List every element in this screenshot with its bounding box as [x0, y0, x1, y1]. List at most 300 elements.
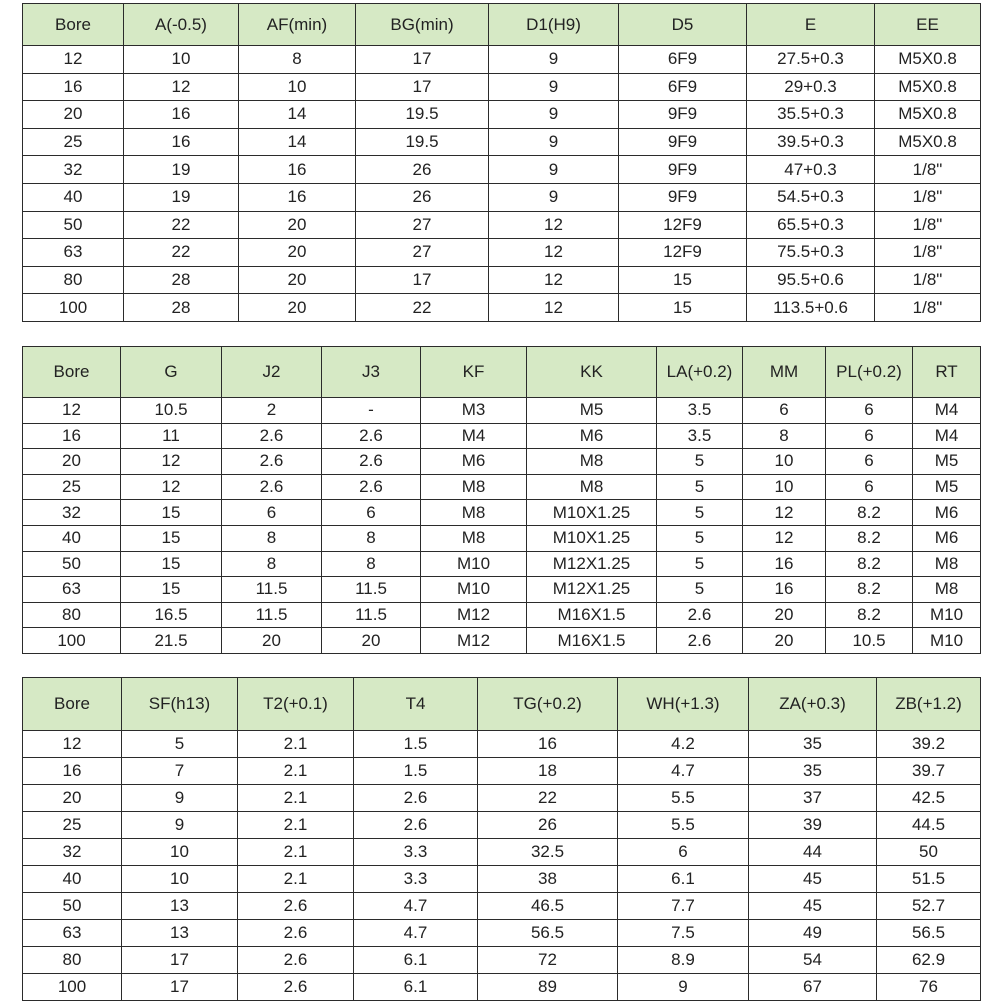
table-cell: 16: [23, 423, 121, 449]
table-cell: 6: [826, 423, 913, 449]
table-cell: M6: [913, 525, 981, 551]
table-cell: 6: [222, 500, 322, 526]
table-cell: 16.5: [121, 602, 222, 628]
table-cell: 50: [23, 551, 121, 577]
table-cell: 10.5: [826, 628, 913, 654]
table-cell: M4: [913, 398, 981, 424]
table-cell: 9: [618, 974, 749, 1001]
table-cell: 20: [239, 239, 356, 267]
table-cell: 51.5: [877, 866, 981, 893]
table-cell: 11.5: [322, 577, 421, 603]
table-row: [23, 893, 981, 920]
table-cell: 56.5: [478, 920, 618, 947]
dimensions-table-2: [22, 346, 981, 654]
table-cell: 113.5+0.6: [747, 294, 875, 322]
table-cell: 16: [23, 758, 122, 785]
table-cell: 35.5+0.3: [747, 101, 875, 129]
table-cell: 12F9: [619, 239, 747, 267]
table-cell: 50: [877, 839, 981, 866]
table-cell: M12: [421, 602, 527, 628]
table-row: [23, 839, 981, 866]
table-cell: 2.6: [657, 628, 743, 654]
table-cell: 10: [124, 46, 239, 74]
table-cell: 40: [23, 183, 124, 211]
table-cell: 9: [489, 156, 619, 184]
table-row: [23, 211, 981, 239]
table-cell: 8.2: [826, 577, 913, 603]
table-cell: 19: [124, 183, 239, 211]
table-cell: 10: [239, 73, 356, 101]
table-cell: 40: [23, 866, 122, 893]
table-cell: 20: [239, 266, 356, 294]
table-cell: 5: [657, 551, 743, 577]
table-cell: 8.9: [618, 947, 749, 974]
table-row: [23, 628, 981, 654]
table-cell: 20: [743, 602, 826, 628]
table-cell: 11.5: [222, 602, 322, 628]
table-cell: 20: [239, 211, 356, 239]
table-cell: M10: [421, 551, 527, 577]
table-cell: 54.5+0.3: [747, 183, 875, 211]
table-row: [23, 156, 981, 184]
table-cell: 72: [478, 947, 618, 974]
table-cell: 1.5: [354, 731, 478, 758]
table-cell: M8: [527, 449, 657, 475]
table-cell: 15: [619, 266, 747, 294]
table-row: [23, 602, 981, 628]
table-cell: 46.5: [478, 893, 618, 920]
table-cell: 9: [122, 812, 238, 839]
table-cell: 2.6: [322, 423, 421, 449]
table-cell: M10: [913, 628, 981, 654]
table-cell: 3.3: [354, 866, 478, 893]
table-cell: 22: [356, 294, 489, 322]
table-cell: 32: [23, 156, 124, 184]
table-cell: 2.6: [238, 947, 354, 974]
table-cell: 2.1: [238, 785, 354, 812]
table-cell: 50: [23, 893, 122, 920]
table-cell: 50: [23, 211, 124, 239]
table-cell: 2.1: [238, 866, 354, 893]
column-header-bg-min: BG(min): [356, 4, 489, 46]
table-cell: 32: [23, 500, 121, 526]
column-header-tg-0-2: TG(+0.2): [478, 678, 618, 731]
table-cell: 16: [239, 183, 356, 211]
table-cell: 2.6: [238, 920, 354, 947]
table-cell: 28: [124, 294, 239, 322]
column-header-af-min: AF(min): [239, 4, 356, 46]
table-row: [23, 449, 981, 475]
table-cell: M8: [913, 551, 981, 577]
table-cell: 26: [356, 156, 489, 184]
table-row: [23, 974, 981, 1001]
table-cell: 47+0.3: [747, 156, 875, 184]
table-cell: 12: [489, 239, 619, 267]
table-cell: 17: [122, 947, 238, 974]
table-cell: 62.9: [877, 947, 981, 974]
dimensions-table-3: [22, 677, 981, 1001]
column-header-j2: J2: [222, 347, 322, 398]
column-header-d1-h9: D1(H9): [489, 4, 619, 46]
column-header-bore: Bore: [23, 347, 121, 398]
table-cell: M8: [421, 474, 527, 500]
table-cell: 20: [222, 628, 322, 654]
table-cell: 32: [23, 839, 122, 866]
table-cell: 12: [23, 398, 121, 424]
table-cell: 27: [356, 239, 489, 267]
table-cell: 76: [877, 974, 981, 1001]
table-cell: 2.6: [322, 449, 421, 475]
table-cell: 9F9: [619, 101, 747, 129]
table-row: [23, 812, 981, 839]
table-cell: M10: [913, 602, 981, 628]
table-cell: 6.1: [354, 974, 478, 1001]
table-cell: 28: [124, 266, 239, 294]
table-cell: 1/8": [875, 239, 981, 267]
table-cell: 8: [322, 525, 421, 551]
table-cell: 5: [122, 731, 238, 758]
table-cell: 12: [121, 449, 222, 475]
table-cell: 12: [23, 46, 124, 74]
column-header-wh-1-3: WH(+1.3): [618, 678, 749, 731]
table-cell: 42.5: [877, 785, 981, 812]
table-cell: 27.5+0.3: [747, 46, 875, 74]
table-row: [23, 398, 981, 424]
table-cell: 13: [122, 920, 238, 947]
table-cell: M5: [527, 398, 657, 424]
table-cell: 8: [222, 525, 322, 551]
table-row: [23, 577, 981, 603]
table-cell: 21.5: [121, 628, 222, 654]
table-cell: 9F9: [619, 128, 747, 156]
table-cell: 8.2: [826, 551, 913, 577]
table-cell: 89: [478, 974, 618, 1001]
table-cell: 19: [124, 156, 239, 184]
table-cell: 15: [121, 500, 222, 526]
table-cell: 2.1: [238, 839, 354, 866]
table-cell: M3: [421, 398, 527, 424]
table-cell: M5X0.8: [875, 101, 981, 129]
table-row: [23, 128, 981, 156]
table-cell: 22: [124, 211, 239, 239]
table-cell: 22: [478, 785, 618, 812]
table-cell: M8: [421, 525, 527, 551]
table-cell: 20: [322, 628, 421, 654]
table-row: [23, 866, 981, 893]
table-row: [23, 73, 981, 101]
table-row: [23, 500, 981, 526]
table-cell: 45: [749, 893, 877, 920]
column-header-j3: J3: [322, 347, 421, 398]
column-header-e: E: [747, 4, 875, 46]
table-row: [23, 474, 981, 500]
table-cell: 2.6: [238, 974, 354, 1001]
table-cell: 10: [743, 474, 826, 500]
table-cell: 3.3: [354, 839, 478, 866]
table-cell: 100: [23, 628, 121, 654]
table-cell: 9: [122, 785, 238, 812]
column-header-t2-0-1: T2(+0.1): [238, 678, 354, 731]
table-cell: 1/8": [875, 294, 981, 322]
table-row: [23, 46, 981, 74]
table-cell: 3.5: [657, 423, 743, 449]
table-cell: 19.5: [356, 101, 489, 129]
table-cell: 11.5: [222, 577, 322, 603]
table-cell: 5: [657, 500, 743, 526]
table-cell: 27: [356, 211, 489, 239]
table-cell: 16: [239, 156, 356, 184]
table-row: [23, 551, 981, 577]
table-row: [23, 266, 981, 294]
table-row: [23, 758, 981, 785]
table-cell: 12: [743, 525, 826, 551]
table-cell: 100: [23, 294, 124, 322]
table-cell: M5: [913, 474, 981, 500]
table-cell: 35: [749, 758, 877, 785]
table-cell: 6: [826, 449, 913, 475]
table-cell: 9: [489, 128, 619, 156]
table-cell: 26: [478, 812, 618, 839]
table-cell: 6.1: [618, 866, 749, 893]
table-row: [23, 183, 981, 211]
table-cell: 6.1: [354, 947, 478, 974]
table-cell: 39.7: [877, 758, 981, 785]
table-cell: 12: [124, 73, 239, 101]
table-cell: 7.5: [618, 920, 749, 947]
table-cell: 8: [239, 46, 356, 74]
table-cell: -: [322, 398, 421, 424]
table-cell: 17: [122, 974, 238, 1001]
table-cell: 20: [239, 294, 356, 322]
column-header-zb-1-2: ZB(+1.2): [877, 678, 981, 731]
table-cell: 63: [23, 920, 122, 947]
table-cell: 8.2: [826, 602, 913, 628]
table-cell: 16: [743, 577, 826, 603]
column-header-bore: Bore: [23, 678, 122, 731]
table-cell: 9: [489, 46, 619, 74]
table-cell: 12F9: [619, 211, 747, 239]
table-cell: 15: [121, 577, 222, 603]
table-cell: 6F9: [619, 46, 747, 74]
table-cell: 7: [122, 758, 238, 785]
table-cell: 6: [322, 500, 421, 526]
table-cell: 2.6: [354, 785, 478, 812]
table-cell: 26: [356, 183, 489, 211]
column-header-g: G: [121, 347, 222, 398]
table-row: [23, 785, 981, 812]
table-cell: 13: [122, 893, 238, 920]
table-cell: 6: [618, 839, 749, 866]
table-cell: 12: [489, 211, 619, 239]
table-cell: M16X1.5: [527, 628, 657, 654]
table-cell: 5: [657, 474, 743, 500]
header-row: [23, 4, 981, 46]
table-cell: 2.6: [222, 449, 322, 475]
table-cell: 2: [222, 398, 322, 424]
table-row: [23, 239, 981, 267]
table-cell: 80: [23, 947, 122, 974]
table-cell: 8: [222, 551, 322, 577]
table-cell: 9F9: [619, 156, 747, 184]
table-cell: M10X1.25: [527, 500, 657, 526]
table-cell: 2.6: [322, 474, 421, 500]
table-cell: 15: [619, 294, 747, 322]
table-cell: 4.2: [618, 731, 749, 758]
table-row: [23, 525, 981, 551]
column-header-bore: Bore: [23, 4, 124, 46]
table-cell: 10.5: [121, 398, 222, 424]
table-cell: 25: [23, 812, 122, 839]
table-cell: 49: [749, 920, 877, 947]
column-header-pl-0-2: PL(+0.2): [826, 347, 913, 398]
table-row: [23, 731, 981, 758]
table-cell: M8: [421, 500, 527, 526]
table-cell: 6: [826, 474, 913, 500]
table-cell: 40: [23, 525, 121, 551]
table-cell: 1/8": [875, 266, 981, 294]
table-cell: 22: [124, 239, 239, 267]
table-cell: 10: [122, 839, 238, 866]
table-cell: 12: [489, 266, 619, 294]
table-cell: 12: [23, 731, 122, 758]
table-cell: 44: [749, 839, 877, 866]
table-cell: 2.6: [222, 474, 322, 500]
table-cell: 9F9: [619, 183, 747, 211]
table-cell: 38: [478, 866, 618, 893]
dimensions-table-1: [22, 3, 981, 322]
table-cell: 7.7: [618, 893, 749, 920]
column-header-rt: RT: [913, 347, 981, 398]
table-cell: 19.5: [356, 128, 489, 156]
table-cell: 2.1: [238, 758, 354, 785]
table-cell: 39: [749, 812, 877, 839]
table-cell: 2.6: [657, 602, 743, 628]
table-row: [23, 294, 981, 322]
table-cell: M6: [913, 500, 981, 526]
table-cell: 2.6: [238, 893, 354, 920]
table-cell: 39.2: [877, 731, 981, 758]
table-cell: M16X1.5: [527, 602, 657, 628]
table-cell: 6: [743, 398, 826, 424]
table-row: [23, 947, 981, 974]
table-cell: 29+0.3: [747, 73, 875, 101]
table-cell: 63: [23, 577, 121, 603]
table-cell: 12: [743, 500, 826, 526]
table-cell: 35: [749, 731, 877, 758]
table-cell: 8.2: [826, 525, 913, 551]
table-cell: 20: [743, 628, 826, 654]
table-cell: 15: [121, 551, 222, 577]
table-cell: 17: [356, 46, 489, 74]
header-row: [23, 678, 981, 731]
table-cell: 9: [489, 183, 619, 211]
table-cell: 6F9: [619, 73, 747, 101]
column-header-t4: T4: [354, 678, 478, 731]
table-cell: 1/8": [875, 183, 981, 211]
column-header-sf-h13: SF(h13): [122, 678, 238, 731]
table-cell: 39.5+0.3: [747, 128, 875, 156]
table-cell: M5X0.8: [875, 46, 981, 74]
table-cell: 100: [23, 974, 122, 1001]
table-cell: 95.5+0.6: [747, 266, 875, 294]
table-cell: M5X0.8: [875, 73, 981, 101]
table-cell: 20: [23, 785, 122, 812]
table-cell: 2.1: [238, 812, 354, 839]
column-header-kf: KF: [421, 347, 527, 398]
column-header-ee: EE: [875, 4, 981, 46]
table-cell: 16: [124, 101, 239, 129]
table-row: [23, 920, 981, 947]
table-cell: 5.5: [618, 812, 749, 839]
table-cell: 56.5: [877, 920, 981, 947]
table-cell: 5: [657, 525, 743, 551]
column-header-kk: KK: [527, 347, 657, 398]
table-cell: 14: [239, 128, 356, 156]
table-cell: M5X0.8: [875, 128, 981, 156]
table-cell: 16: [23, 73, 124, 101]
table-cell: M8: [527, 474, 657, 500]
table-cell: 25: [23, 474, 121, 500]
table-cell: 10: [743, 449, 826, 475]
table-cell: 3.5: [657, 398, 743, 424]
table-cell: 65.5+0.3: [747, 211, 875, 239]
column-header-za-0-3: ZA(+0.3): [749, 678, 877, 731]
table-cell: 16: [478, 731, 618, 758]
table-cell: 52.7: [877, 893, 981, 920]
table-cell: 54: [749, 947, 877, 974]
table-cell: 16: [743, 551, 826, 577]
table-cell: 8: [743, 423, 826, 449]
table-cell: M12: [421, 628, 527, 654]
table-cell: 25: [23, 128, 124, 156]
table-cell: 9: [489, 73, 619, 101]
column-header-d5: D5: [619, 4, 747, 46]
table-cell: 20: [23, 101, 124, 129]
table-row: [23, 101, 981, 129]
table-cell: 9: [489, 101, 619, 129]
table-cell: 17: [356, 73, 489, 101]
table-cell: 16: [124, 128, 239, 156]
column-header-a-0-5: A(-0.5): [124, 4, 239, 46]
table-cell: 1/8": [875, 211, 981, 239]
table-cell: 2.6: [354, 812, 478, 839]
table-cell: 14: [239, 101, 356, 129]
table-cell: 4.7: [354, 893, 478, 920]
header-row: [23, 347, 981, 398]
table-cell: 1.5: [354, 758, 478, 785]
table-cell: M4: [421, 423, 527, 449]
table-cell: 2.1: [238, 731, 354, 758]
table-cell: M12X1.25: [527, 551, 657, 577]
table-cell: 18: [478, 758, 618, 785]
table-cell: 44.5: [877, 812, 981, 839]
table-cell: M4: [913, 423, 981, 449]
table-cell: 37: [749, 785, 877, 812]
table-cell: 8: [322, 551, 421, 577]
table-cell: M10X1.25: [527, 525, 657, 551]
table-cell: 1/8": [875, 156, 981, 184]
column-header-la-0-2: LA(+0.2): [657, 347, 743, 398]
table-cell: 80: [23, 266, 124, 294]
table-cell: 20: [23, 449, 121, 475]
table-cell: M8: [913, 577, 981, 603]
table-cell: 80: [23, 602, 121, 628]
table-cell: 17: [356, 266, 489, 294]
table-cell: 6: [826, 398, 913, 424]
table-cell: 10: [122, 866, 238, 893]
table-cell: 5: [657, 577, 743, 603]
table-cell: 45: [749, 866, 877, 893]
